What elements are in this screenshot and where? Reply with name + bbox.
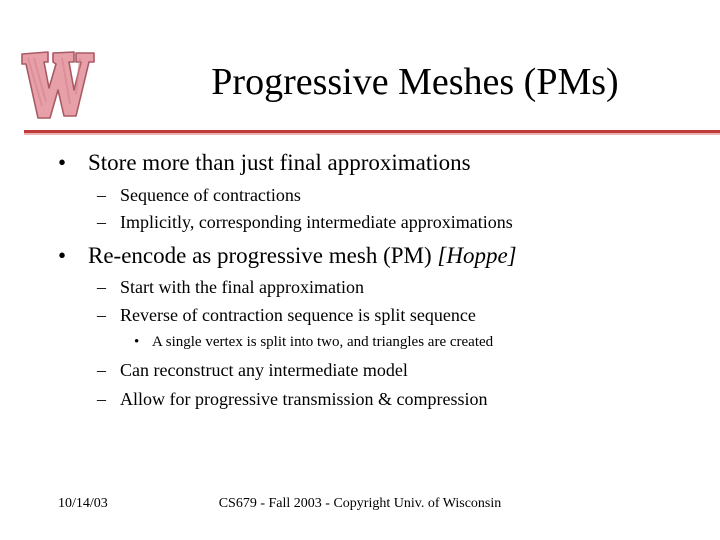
bullet-text: Re-encode as progressive mesh (PM)	[88, 243, 438, 268]
sub-bullet-text: Sequence of contractions	[120, 185, 301, 205]
bullet-marker: •	[58, 150, 67, 175]
sub-bullet-marker: –	[97, 389, 106, 409]
bullet-text: Store more than just final approximations	[88, 150, 471, 175]
sub-bullet-marker: –	[97, 360, 106, 380]
sub-bullet-text: Allow for progressive transmission & compression	[120, 389, 488, 409]
citation: [Hoppe]	[437, 243, 517, 268]
sub-sub-bullet-marker: •	[134, 334, 140, 350]
title-divider	[24, 130, 720, 135]
sub-bullet-text: Implicitly, corresponding intermediate approximations	[120, 212, 513, 232]
wisconsin-w-logo-icon	[18, 44, 96, 122]
sub-bullet-text: Start with the final approximation	[120, 277, 364, 297]
sub-bullet-marker: –	[97, 212, 106, 232]
sub-bullet-marker: –	[97, 185, 106, 205]
slide-title: Progressive Meshes (PMs)	[211, 61, 619, 103]
sub-bullet-marker: –	[97, 305, 106, 325]
sub-bullet-text: Reverse of contraction sequence is split sequence	[120, 305, 476, 325]
bullet-marker: •	[58, 243, 67, 268]
footer-date: 10/14/03	[58, 496, 108, 511]
sub-sub-bullet-text: A single vertex is split into two, and triangles are created	[152, 334, 494, 350]
sub-bullet-marker: –	[97, 277, 106, 297]
footer-copyright: CS679 - Fall 2003 - Copyright Univ. of Wisconsin	[218, 496, 502, 511]
sub-bullet-text: Can reconstruct any intermediate model	[120, 360, 408, 380]
